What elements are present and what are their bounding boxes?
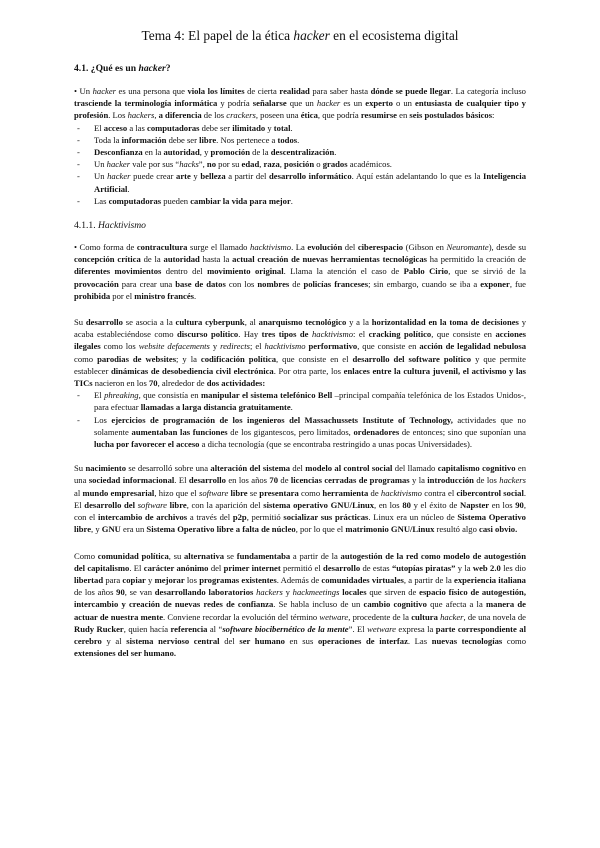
page-title (74, 28, 526, 44)
paragraph-hacker-definition: • Un hacker es una persona que viola los límites de cierta realidad para saber hasta dónde se puede llegar. La categoría incluso trasciende la terminología informática y podría señalarse que un hacker es un experto o un entusiasta de cualquier tipo y profesión. Los hackers, a diferencia de los crackers, poseen una ética, que podría resumirse en seis postulados básicos: (74, 86, 526, 121)
postulate-item-4: - Un hacker vale por sus “hacks”, no por su edad, raza, posición o grados académicos. (94, 158, 526, 170)
title-suffix: en el ecosistema digital (329, 28, 459, 43)
postulate-item-3: - Desconfianza en la autoridad, y promoción de la descentralización. (94, 146, 526, 158)
section-heading-4-1: 4.1. ¿Qué es un hacker? (74, 63, 171, 74)
paragraph-birth: Su nacimiento se desarrolló sobre una alteración del sistema del modelo al control social del llamado capitalismo cognitivo en una sociedad informacional. El desarrollo en los años 70 de licencias cerradas de programas y la introducción de los hackers al mundo empresarial, hizo que el software libre se presentara como herramienta de hacktivismo contra el cibercontrol social. El desarrollo del software libre, con la aparición del sistema operativo GNU/Linux, en los 80 y el éxito de Napster en los 90, con el intercambio de archivos a través del p2p, permitió socializar sus prácticas. Linux era un núcleo de Sistema Operativo libre, y GNU era un Sistema Operativo libre a falta de núcleo, por lo que el matrimonio GNU/Linux resultó algo casi obvio. (74, 463, 526, 535)
activity-item-1: - El phreaking, que consistía en manipular el sistema telefónico Bell –principal compañía telefónica de los Estados Unidos-, para efectuar llamadas a larga distancia gratuitamente. (94, 389, 526, 413)
title-prefix: Tema 4: El papel de la ética (141, 28, 294, 43)
activity-item-2: - Los ejercicios de programación de los ingenieros del Massachussets Institute of Technology, actividades que no solamente aumentaban las funciones de los gigantescos, pero limitados, ordenadores de entonces; sino que suponían una lucha por favorecer el acceso a dicha tecnología (que se encontraba restringido a unas pocas Universidades). (94, 414, 526, 451)
postulate-item-2: - Toda la información debe ser libre. Nos pertenece a todos. (94, 134, 526, 146)
postulate-item-5: - Un hacker puede crear arte y belleza a partir del desarrollo informático. Aquí están adelantando lo que es la Inteligencia Artificial. (94, 170, 526, 194)
paragraph-political-community: Como comunidad política, su alternativa se fundamentaba a partir de la autogestión de la red como modelo de autogestión del capitalismo. El carácter anónimo del primer internet permitió el desarrollo de estas “utopías piratas” y la web 2.0 les dio libertad para copiar y mejorar los programas existentes. Además de comunidades virtuales, a partir de la experiencia italiana de los años 90, se van desarrollando laboratorios hackers y hackmeetings locales que sirven de espacio físico de autogestión, intercambio y creación de nuevas redes de confianza. Se habla incluso de un cambio cognitivo que afecta a la manera de actuar de nuestra mente. Conviene recordar la evolución del término wetware, procedente de la cultura hacker, de una novela de Rudy Rucker, quien hacía referencia al “software biocibernético de la mente”. El wetware expresa la parte correspondiente al cerebro y al sistema nervioso central del ser humano en sus operaciones de interfaz. Las nuevas tecnologías como extensiones del ser humano. (74, 550, 526, 659)
postulate-item-6: - Las computadoras pueden cambiar la vida para mejor. (94, 195, 526, 207)
title-emphasis: hacker (293, 28, 330, 43)
postulate-item-1: - El acceso a las computadoras debe ser ilimitado y total. (94, 122, 526, 134)
paragraph-hacktivism-intro: • Como forma de contracultura surge el llamado hacktivismo. La evolución del ciberespacio (Gibson en Neuromante), desde su concepción crítica de la autoridad hasta la actual creación de nuevas herramientas tecnológicas ha permitido la creación de diferentes movimientos dentro del movimiento original. Llama la atención el caso de Pablo Cirio, que se sirvió de la provocación para crear una base de datos con los nombres de policías franceses; sin embargo, cuando se iba a exponer, fue prohibida por el ministro francés. (74, 242, 527, 301)
section-heading-4-1-1: 4.1.1. Hacktivismo (74, 220, 146, 232)
paragraph-hacktivism-types: Su desarrollo se asocia a la cultura cyberpunk, al anarquismo tecnológico y a la horizontalidad en la toma de decisiones y acaba estableciéndose como discurso político. Hay tres tipos de hacktivismo: el cracking político, que consiste en acciones ilegales como los website defacements y redirects; el hacktivismo performativo, que consiste en acción de legalidad nebulosa como parodias de websites; y la codificación política, que consiste en el desarrollo del software político y que permite establecer dinámicas de desobediencia civil electrónica. Por otra parte, los enlaces entre la cultura juvenil, el activismo y las TICs nacieron en los 70, alrededor de dos actividades: (74, 317, 527, 389)
postulates-list (74, 122, 526, 207)
activities-list (74, 389, 526, 450)
